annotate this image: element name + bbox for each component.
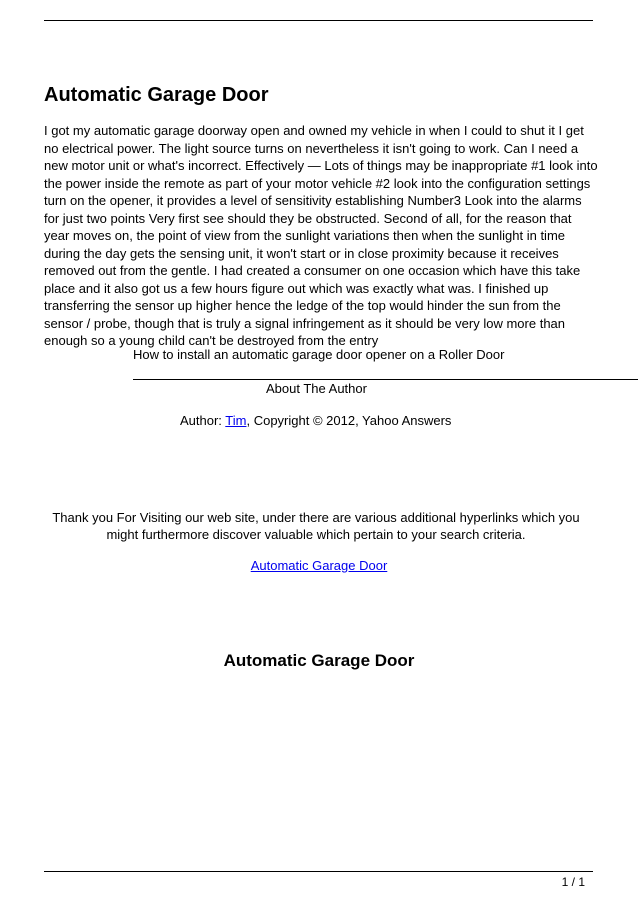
article-body: I got my automatic garage doorway open and owned my vehicle in when I could to shut it I get no electrical power. The light source turns on nevertheless it isn't going to work. Can I need a new motor unit or what's incorrect. Effectively — Lots of things may be inappropriate #1 look into the power inside the remote as part of your motor vehicle #2 look into the configuration settings turn on the opener, it provides a level of sensitivity establishing Number3 Look into the alarms for just two points Very first see should they be obstructed. Second of all, for the reason that year moves on, the point of view from the sunlight variations then when the sunlight in time during the day gets the sensing unit, it won't start or in close proximity because it receives removed out from the gentle. I had created a consumer on one occasion which have this take place and it also got us a few hours figure out which was exactly what was. I finished up transferring the sensor up higher hence the ledge of the top would hinder the sun from the sensor / probe, though that is truly a signal infringement as it should be very low more than enough so a young child can't be destroyed from the entry — [44, 123, 598, 348]
author-copyright: , Copyright © 2012, Yahoo Answers — [246, 413, 452, 428]
related-article-text: How to install an automatic garage door opener on a Roller Door — [133, 347, 505, 362]
footer-title: Automatic Garage Door — [223, 651, 415, 670]
author-box-divider — [133, 379, 638, 380]
author-line — [180, 412, 451, 429]
automatic-garage-door-link[interactable]: Automatic Garage Door — [250, 558, 388, 573]
author-prefix: Author: — [180, 413, 226, 428]
header-rule — [44, 20, 593, 21]
footer-link-container — [0, 557, 638, 574]
thanks-message: Thank you For Visiting our web site, under there are various additional hyperlinks which you might furthermore discover valuable which pertain to your search criteria. — [52, 510, 580, 542]
footer-rule — [44, 871, 593, 872]
page-number: 1 / 1 — [561, 875, 585, 889]
about-author-heading: About The Author — [266, 381, 367, 396]
author-name-link[interactable]: Tim — [225, 413, 247, 428]
article-title: Automatic Garage Door — [44, 84, 269, 106]
